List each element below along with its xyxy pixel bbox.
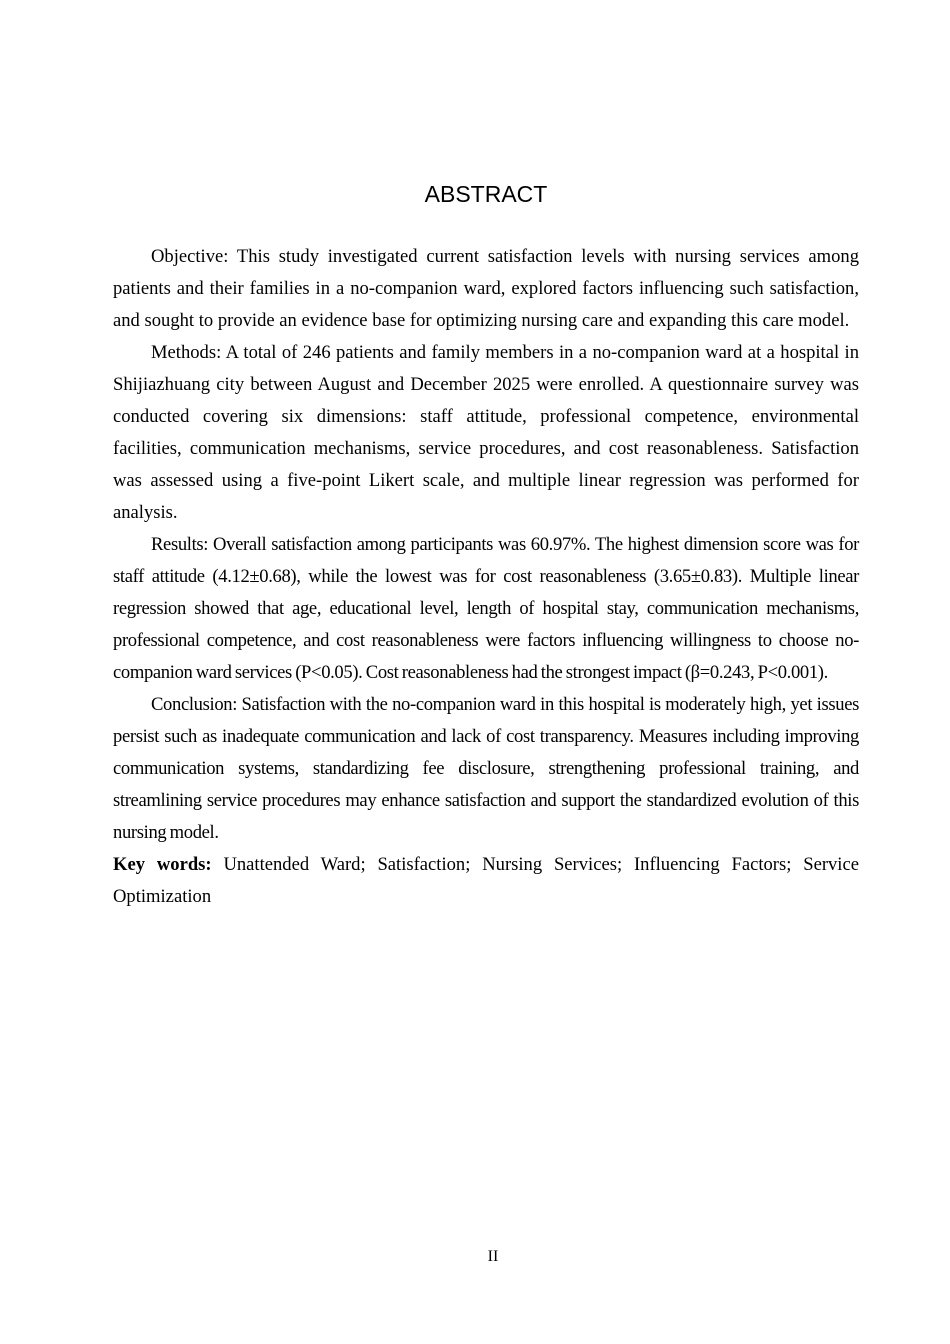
results-paragraph: Results: Overall satisfaction among participants was 60.97%. The highest dimension score was for staff attitude (4.12±0.68), while the lowest was for cost reasonableness (3.65±0.83). Multiple linear regression showed that age, educational level, length of hospital stay, communication mechanisms, professional competence, and cost reasonableness were factors influencing willingness to choose no-companion ward services (P<0.05). Cost reasonableness had the strongest impact (β=0.243, P<0.001). (113, 534, 859, 683)
keywords-list: Unattended Ward; Satisfaction; Nursing Services; Influencing Factors; Service Optimization (113, 854, 859, 907)
abstract-body (113, 241, 859, 913)
keywords-label: Key words: (113, 854, 212, 875)
methods-paragraph: Methods: A total of 246 patients and family members in a no-companion ward at a hospital in Shijiazhuang city between August and December 2025 were enrolled. A questionnaire survey was conducted covering six dimensions: staff attitude, professional competence, environmental facilities, communication mechanisms, service procedures, and cost reasonableness. Satisfaction was assessed using a five-point Likert scale, and multiple linear regression was performed for analysis. (113, 342, 859, 523)
abstract-title: ABSTRACT (424, 181, 548, 207)
objective-paragraph: Objective: This study investigated current satisfaction levels with nursing services among patients and their families in a no-companion ward, explored factors influencing such satisfaction, and sought to provide an evidence base for optimizing nursing care and expanding this care model. (113, 246, 859, 331)
conclusion-paragraph: Conclusion: Satisfaction with the no-companion ward in this hospital is moderately high, yet issues persist such as inadequate communication and lack of cost transparency. Measures including improving communication systems, standardizing fee disclosure, strengthening professional training, and streamlining service procedures may enhance satisfaction and support the standardized evolution of this nursing model. (113, 694, 859, 843)
page-number: II (487, 1248, 499, 1265)
keywords-line (113, 849, 859, 913)
